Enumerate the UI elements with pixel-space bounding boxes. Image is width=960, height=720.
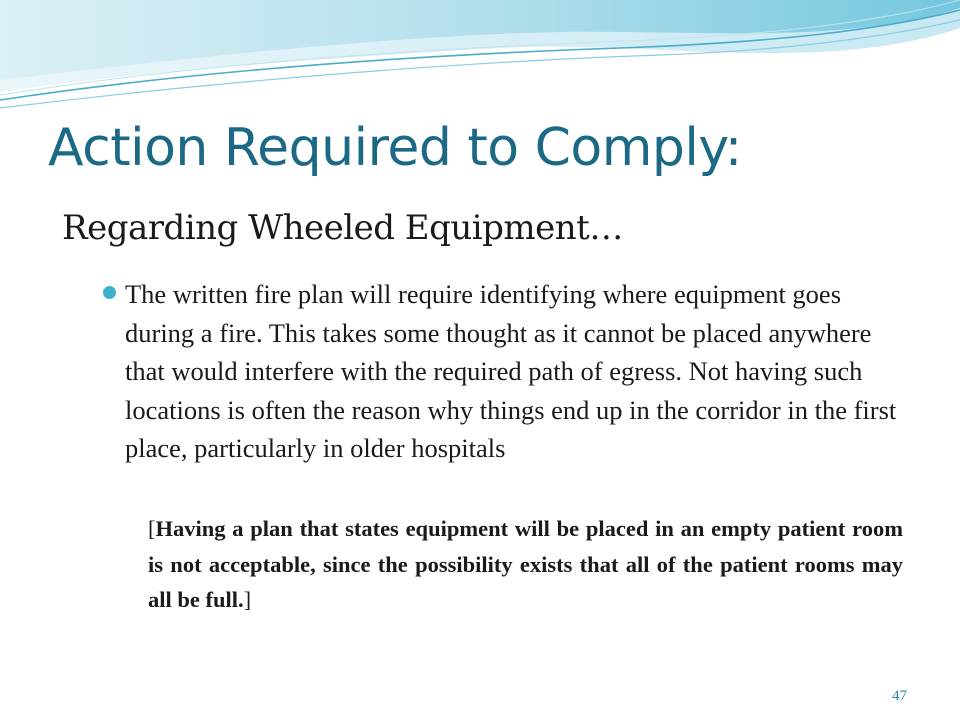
bullet-text: The written fire plan will require identifying where equipment goes during a fire. This takes some thought as it cannot be placed anywhere that would interfere with the required path of egress. Not having such locations is often the reason why things end up in the corridor in the first place, particularly in older hospitals xyxy=(125,279,897,464)
bullet-icon xyxy=(103,286,116,299)
slide-subtitle: Regarding Wheeled Equipment… xyxy=(62,208,623,248)
slide-title: Action Required to Comply: xyxy=(48,118,742,178)
note-open-bracket: [ xyxy=(148,516,156,541)
note-bold-part: Having a plan that states equipment will be placed in an empty patient room is not acceptable xyxy=(148,516,903,577)
decorative-wave-header xyxy=(0,0,960,120)
note-close-bracket: ] xyxy=(243,587,252,612)
note-rest: , since the possibility exists that all of the patient rooms may all be full. xyxy=(148,551,904,612)
note-text xyxy=(148,511,903,618)
page-number: 47 xyxy=(892,688,907,704)
